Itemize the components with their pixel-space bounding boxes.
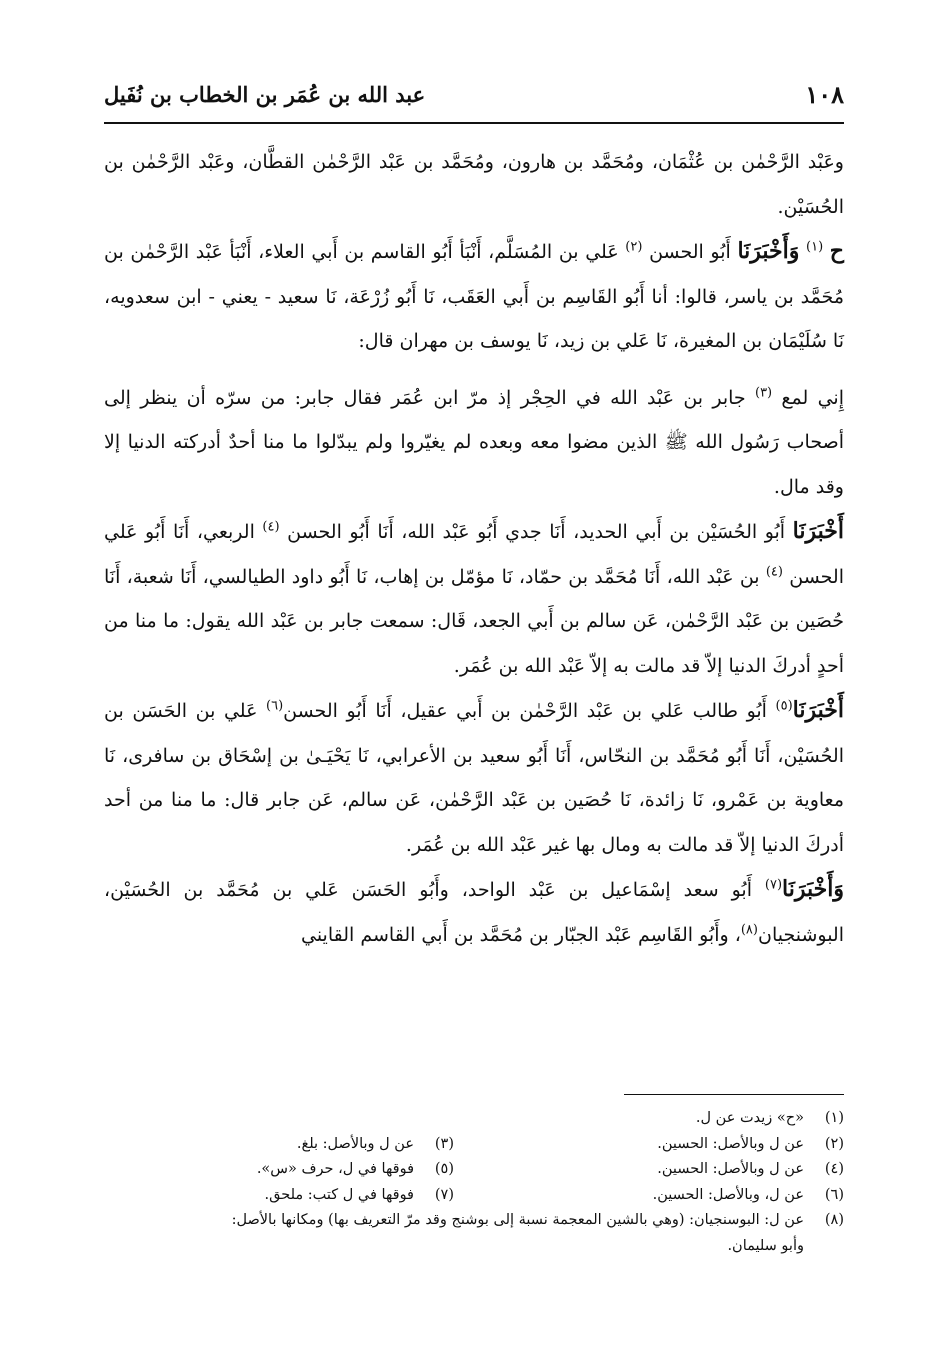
- footnote-number: (٧): [434, 1186, 454, 1203]
- footnote-ref-1: (١): [806, 239, 824, 255]
- footnote-ref-2: (٢): [625, 239, 643, 255]
- footnote-text: «ح» زيدت عن ل.: [695, 1110, 804, 1126]
- footnote-4: [514, 1157, 844, 1183]
- footnote-text: عن ل، وبالأصل: الحسين.: [652, 1186, 804, 1203]
- paragraph-6: [104, 867, 844, 957]
- footnote-text: فوقها في ل، حرف «س».: [256, 1161, 414, 1177]
- footnote-ref-5: (٥): [775, 698, 793, 714]
- footnote-6: [514, 1183, 844, 1209]
- main-text: [104, 140, 844, 957]
- page-header: [104, 76, 844, 116]
- footnote-number: (٨): [824, 1212, 844, 1228]
- paragraph-text: وعَبْد الرَّحْمٰن بن عُثْمَان، ومُحَمَّد بن هارون، ومُحَمَّد بن عَبْد الرَّحْمٰن القطَّان، وعَبْد الرَّحْمٰن بن الحُسَيْن.: [104, 151, 844, 218]
- chain-keyword: أَخْبَرَنَا: [792, 518, 844, 544]
- footnote-text: فوقها في ل كتب: ملحق.: [264, 1186, 414, 1203]
- footnote-ref-7: (٧): [764, 877, 783, 893]
- footnote-3: [297, 1132, 514, 1158]
- footnote-text: عن ل: البوسنجيان: (وهي بالشين المعجمة نسبة إلى بوشنج وقد مرّ التعريف بها) ومكانها بالأصل:: [231, 1212, 804, 1228]
- paragraph-text: عَلي بن المُسَلَّم، أَنْبَأ أَبُو القاسم بن أَبي العلاء، أَنْبَأ عَبْد الرَّحْمٰن بن مُحَمَّد بن ياسر، قالوا: أنا أَبُو القَاسِم بن أَبي العَقَب، نَا أَبُو زُرْعَة، نَا سعيد - يعني - ابن سعدويه، نَا سُلَيْمَان بن المغيرة، نَا عَلي بن زيد، نَا يوسف بن مهران قال:: [104, 241, 844, 352]
- footnote-5: [257, 1157, 514, 1183]
- footnote-text: عن ل وبالأصل: بلغ.: [296, 1135, 414, 1152]
- paragraph-text: أَبُو الحُسَيْن بن أَبي الحديد، أَنَا جدي أَبُو عَبْد الله، أَنَا أَبُو الحسن: [287, 521, 786, 543]
- footnote-row: [90, 1132, 844, 1158]
- paragraph-5: [104, 688, 844, 867]
- footnote-number: (٦): [824, 1186, 844, 1203]
- chain-keyword: وَأَخْبَرَنَا: [737, 238, 800, 264]
- footnote-ref-8: (٨): [740, 922, 758, 938]
- footnote-number: (٢): [824, 1135, 844, 1152]
- footnote-8-continuation: وأبو سليمان.: [727, 1237, 804, 1254]
- footnote-ref-4: (٤): [262, 519, 280, 535]
- footnote-8: [90, 1208, 844, 1234]
- paragraph-1: [104, 140, 844, 229]
- footnote-ref-3: (٣): [754, 385, 773, 401]
- tahwil-mark: ح: [829, 238, 844, 264]
- footnote-row: [90, 1157, 844, 1183]
- footnote-1: [514, 1106, 844, 1132]
- header-rule: [104, 122, 844, 124]
- footnote-rule: [624, 1094, 844, 1095]
- paragraph-3: [104, 376, 844, 510]
- footnote-number: (٤): [824, 1161, 844, 1177]
- footnote-row: [90, 1183, 844, 1209]
- footnote-row: [90, 1106, 844, 1132]
- footnote-2: [514, 1132, 844, 1158]
- footnote-number: (٥): [434, 1161, 454, 1177]
- running-title: عبد الله بن عُمَر بن الخطاب بن نُفَيل: [104, 82, 426, 107]
- paragraph-text: جابر بن عَبْد الله في الحِجْر إذ مرّ ابن عُمَر فقال جابر: من سرّه أن ينظر إلى أصحاب رَسُول الله ﷺ الذين مضوا معه وبعده لم يغيّروا ولم يبدّلوا ما منا أحدٌ أدركته الدنيا إلا وقد مال.: [104, 386, 844, 498]
- paragraph-text: أَبُو الحسن: [649, 241, 731, 263]
- footnote-text: عن ل وبالأصل: الحسين.: [657, 1161, 804, 1177]
- footnote-number: (٣): [434, 1135, 454, 1152]
- footnote-ref-4b: (٤): [765, 564, 783, 580]
- paragraph-2: [104, 229, 844, 364]
- paragraph-text: إِني لمع: [781, 386, 844, 409]
- footnotes: [90, 1106, 844, 1259]
- paragraph-text: ، وأَبُو القَاسِم عَبْد الجبّار بن مُحَمَّد بن أَبي القاسم القايني: [300, 923, 741, 946]
- paragraph-text: أَبُو طالب عَلي بن عَبْد الرَّحْمٰن بن أَبي عقيل، أَنَا أَبُو الحسن: [283, 700, 767, 722]
- footnote-ref-6: (٦): [266, 698, 284, 714]
- paragraph-text: الربعي، أَنَا أَبُو عَلي الحسن: [104, 521, 844, 588]
- footnote-7: [265, 1183, 514, 1209]
- page-number: ١٠٨: [805, 80, 844, 109]
- chain-keyword: وَأَخْبَرَنَا: [782, 876, 844, 902]
- footnote-text: عن ل وبالأصل: الحسين.: [657, 1135, 804, 1152]
- paragraph-text: أَبُو سعد إسْمَاعيل بن عَبْد الواحد، وأَبُو الحَسَن عَلي بن مُحَمَّد بن الحُسَيْن، البوشنجيان: [104, 879, 844, 946]
- paragraph-text: بن عَبْد الله، أَنَا مُحَمَّد بن حمّاد، نَا مؤمّل بن إهاب، نَا أَبُو داود الطيالسي، أَنَا شعبة، أَنَا حُصَين بن عَبْد الرَّحْمٰن، عَن سالم بن أَبي الجعد، قَال: سمعت جابر بن عَبْد الله يقول: ما منا من أحدٍ أدركَ الدنيا إلاّ قد مالت به إلاّ عَبْد الله بن عُمَر.: [104, 565, 844, 677]
- footnote-number: (١): [824, 1110, 844, 1126]
- paragraph-text: عَلي بن الحَسَن بن الحُسَيْن، أَنَا أَبُو مُحَمَّد بن النحّاس، أَنَا أَبُو سعيد بن الأعرابي، نَا يَحْيَـىٰ بن إسْحَاق بن سافرى، نَا معاوية بن عَمْرو، نَا زائدة، نَا حُصَين بن عَبْد الرَّحْمٰن، عَن سالم، عَن جابر قال: ما منا من أحد أدركَ الدنيا إلاّ قد مالت به ومال بها غير عَبْد الله بن عُمَر.: [104, 700, 844, 856]
- chain-keyword: أَخْبَرَنَا: [792, 697, 844, 723]
- paragraph-4: [104, 509, 844, 688]
